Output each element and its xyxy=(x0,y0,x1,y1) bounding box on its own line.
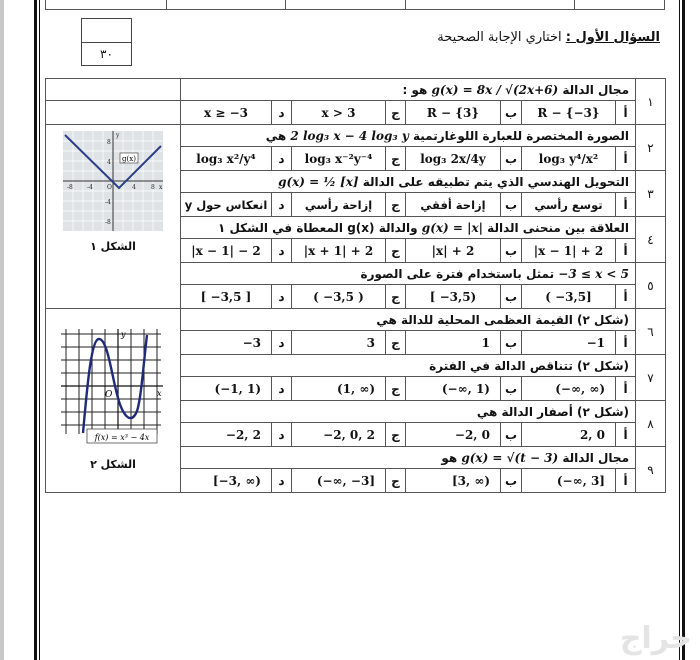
option-letter: د xyxy=(272,101,292,125)
option-letter: ج xyxy=(386,377,406,401)
option-letter: د xyxy=(272,469,292,493)
answer-option[interactable]: [−3, ∞) xyxy=(181,469,272,493)
svg-text:O: O xyxy=(107,184,112,191)
option-letter: ب xyxy=(501,101,522,125)
question-stem xyxy=(181,309,636,331)
f-curve xyxy=(83,335,147,433)
answer-option[interactable]: |x + 1| + 2 xyxy=(292,239,386,263)
answer-option[interactable]: (−∞, 3] xyxy=(522,469,616,493)
g-label: g(x) xyxy=(122,155,136,163)
answer-option[interactable]: انعكاس حول y xyxy=(181,193,272,217)
answer-option[interactable]: [3, ∞) xyxy=(406,469,501,493)
y-axis-label: y xyxy=(120,330,126,339)
question-number: ٧ xyxy=(636,355,666,401)
score-total: ٣٠ xyxy=(100,47,113,61)
figure-1-cell xyxy=(46,125,181,309)
answer-option[interactable]: (−∞, 1) xyxy=(406,377,501,401)
stem-text: الصورة المختصرة للعبارة اللوغارتمية xyxy=(408,128,630,143)
answer-option[interactable]: x ≥ −3 xyxy=(181,101,272,125)
figure-cell-empty xyxy=(46,101,181,125)
stem-text: التحويل الهندسي الذي يتم تطبيقه على الدالة xyxy=(358,174,630,189)
question-stem xyxy=(181,401,636,423)
svg-text:y: y xyxy=(116,132,120,139)
answer-option[interactable]: إزاحة أفقي xyxy=(406,193,501,217)
stem-text-suffix: تمثل باستخدام فترة على الصورة xyxy=(360,266,559,281)
question-stem-row xyxy=(46,309,666,331)
svg-text:-4: -4 xyxy=(87,184,93,191)
answer-option[interactable]: (−1, 1) xyxy=(181,377,272,401)
option-letter: أ xyxy=(616,101,636,125)
question-number: ٦ xyxy=(636,309,666,355)
option-letter: أ xyxy=(616,331,636,355)
answer-option[interactable]: x > 3 xyxy=(292,101,386,125)
answer-option[interactable]: R − {−3} xyxy=(522,101,616,125)
answer-option[interactable]: 1 xyxy=(406,331,501,355)
question-stem xyxy=(181,171,636,193)
figure-1 xyxy=(46,125,180,253)
option-letter: ج xyxy=(386,239,406,263)
question-stem xyxy=(181,355,636,377)
answer-option[interactable]: [ −3,5 ] xyxy=(181,285,272,309)
question-number: ٨ xyxy=(636,401,666,447)
stem-math: g(x) = 8x / √(2x+6) xyxy=(431,82,559,97)
questions-table xyxy=(45,78,666,493)
stem-text-suffix: هي xyxy=(265,128,291,143)
question-stem xyxy=(181,79,636,101)
option-letter: د xyxy=(272,285,292,309)
question-number: ٥ xyxy=(636,263,666,309)
answer-option[interactable]: −1 xyxy=(522,331,616,355)
option-letter: ب xyxy=(501,469,522,493)
svg-text:-8: -8 xyxy=(105,219,111,226)
option-letter: ج xyxy=(386,285,406,309)
answer-option[interactable]: R − {3} xyxy=(406,101,501,125)
option-letter: ج xyxy=(386,331,406,355)
question-stem xyxy=(181,263,636,285)
question-header-instruction: اختاري الإجابة الصحيحة xyxy=(437,30,566,45)
stem-math: 2 log₃ x − 4 log₃ y xyxy=(290,128,409,143)
stem-text-suffix: هو xyxy=(441,450,462,465)
option-letter: د xyxy=(272,147,292,171)
score-obtained xyxy=(82,19,131,43)
answer-option[interactable]: log₃ y⁴/x² xyxy=(522,147,616,171)
option-letter: أ xyxy=(616,239,636,263)
stem-text: مجال الدالة xyxy=(558,450,630,465)
svg-text:x: x xyxy=(159,184,163,191)
answer-option[interactable]: (1, ∞) xyxy=(292,377,386,401)
svg-text:-8: -8 xyxy=(67,184,73,191)
answer-option[interactable]: log₃ x⁻²y⁻⁴ xyxy=(292,147,386,171)
question-number: ٩ xyxy=(636,447,666,493)
svg-text:4: 4 xyxy=(107,159,111,166)
answer-option[interactable]: 2, 0 xyxy=(522,423,616,447)
answer-option[interactable]: −3 xyxy=(181,331,272,355)
answer-option[interactable]: |x − 1| + 2 xyxy=(522,239,616,263)
stem-text: (شكل ٢) القيمة العظمى المحلية للدالة هي xyxy=(376,312,630,327)
option-letter: ب xyxy=(501,147,522,171)
option-letter: ب xyxy=(501,285,522,309)
question-number: ٣ xyxy=(636,171,666,217)
option-letter: أ xyxy=(616,285,636,309)
option-letter: د xyxy=(272,193,292,217)
answer-option[interactable]: log₃ x²/y⁴ xyxy=(181,147,272,171)
watermark: حراج xyxy=(619,621,692,656)
answer-option[interactable]: ( −3,5] xyxy=(522,285,616,309)
stem-math: g(x) = |x| xyxy=(421,220,483,235)
figure-cell-empty xyxy=(46,79,181,101)
answer-option[interactable]: (−∞, ∞) xyxy=(522,377,616,401)
stem-text: (شكل ٢) أصفار الدالة هي xyxy=(476,404,630,419)
page-edge-shadow xyxy=(0,0,4,660)
stem-text-suffix: هو : xyxy=(402,82,432,97)
score-box xyxy=(81,18,132,66)
svg-text:8: 8 xyxy=(151,184,155,191)
question-stem-row xyxy=(46,79,666,101)
previous-table-remnant xyxy=(45,0,665,10)
question-stem xyxy=(181,217,636,239)
figure-1-caption: الشكل ١ xyxy=(90,240,136,253)
option-letter: أ xyxy=(616,469,636,493)
option-letter: د xyxy=(272,377,292,401)
stem-math: g(x) = √(t − 3) xyxy=(461,450,559,465)
question-number: ٢ xyxy=(636,125,666,171)
option-letter: ب xyxy=(501,331,522,355)
answer-option[interactable]: −2, 2 xyxy=(181,423,272,447)
question-stem xyxy=(181,125,636,147)
figure-2-graph xyxy=(61,329,166,449)
option-letter: ج xyxy=(386,423,406,447)
figure-1-graph xyxy=(63,131,163,231)
option-letter: ج xyxy=(386,469,406,493)
question-stem xyxy=(181,447,636,469)
option-letter: ج xyxy=(386,101,406,125)
question-number: ٤ xyxy=(636,217,666,263)
question-stem-row xyxy=(46,125,666,147)
stem-text: مجال الدالة xyxy=(558,82,630,97)
option-letter: ج xyxy=(386,147,406,171)
option-letter: ب xyxy=(501,423,522,447)
option-letter: أ xyxy=(616,377,636,401)
option-letter: د xyxy=(272,423,292,447)
figure-2-caption: الشكل ٢ xyxy=(90,458,136,471)
question-number: ١ xyxy=(636,79,666,125)
stem-text: (شكل ٢) تتناقص الدالة في الفترة xyxy=(429,358,630,373)
answer-option[interactable]: −2, 0 xyxy=(406,423,501,447)
svg-text:8: 8 xyxy=(107,139,111,146)
answer-option[interactable]: إزاحة رأسي xyxy=(292,193,386,217)
answer-option[interactable]: |x − 1| − 2 xyxy=(181,239,272,263)
stem-math: g(x) = ½ [x] xyxy=(278,174,359,189)
svg-text:-4: -4 xyxy=(105,199,111,206)
figure-2 xyxy=(46,323,180,471)
answer-option[interactable]: log₃ 2x/4y xyxy=(406,147,501,171)
answer-option[interactable]: (−∞, −3] xyxy=(292,469,386,493)
question-header-lead: السؤال الأول : xyxy=(565,30,660,45)
question-options-row xyxy=(46,101,666,125)
answer-option[interactable]: توسع رأسي xyxy=(522,193,616,217)
answer-option[interactable]: 3 xyxy=(292,331,386,355)
x-axis-label: x xyxy=(156,389,162,398)
option-letter: ج xyxy=(386,193,406,217)
f-label: f(x) = x³ − 4x xyxy=(94,433,149,442)
figure-2-cell xyxy=(46,309,181,493)
answer-option[interactable]: −2, 0, 2 xyxy=(292,423,386,447)
option-letter: د xyxy=(272,239,292,263)
origin-label: O xyxy=(104,390,112,400)
option-letter: ب xyxy=(501,377,522,401)
option-letter: أ xyxy=(616,147,636,171)
answer-option[interactable]: |x| + 2 xyxy=(406,239,501,263)
stem-math: −3 ≤ x < 5 xyxy=(558,266,630,281)
option-letter: أ xyxy=(616,423,636,447)
question-header xyxy=(437,30,660,45)
stem-text: العلاقة بين منحنى الدالة xyxy=(483,220,630,235)
option-letter: ب xyxy=(501,239,522,263)
answer-option[interactable]: ( −3,5 ) xyxy=(292,285,386,309)
stem-text-suffix: والدالة g(x) المعطاة في الشكل ١ xyxy=(217,220,422,235)
option-letter: ب xyxy=(501,193,522,217)
option-letter: د xyxy=(272,331,292,355)
svg-text:4: 4 xyxy=(132,184,136,191)
option-letter: أ xyxy=(616,193,636,217)
answer-option[interactable]: [ −3,5) xyxy=(406,285,501,309)
